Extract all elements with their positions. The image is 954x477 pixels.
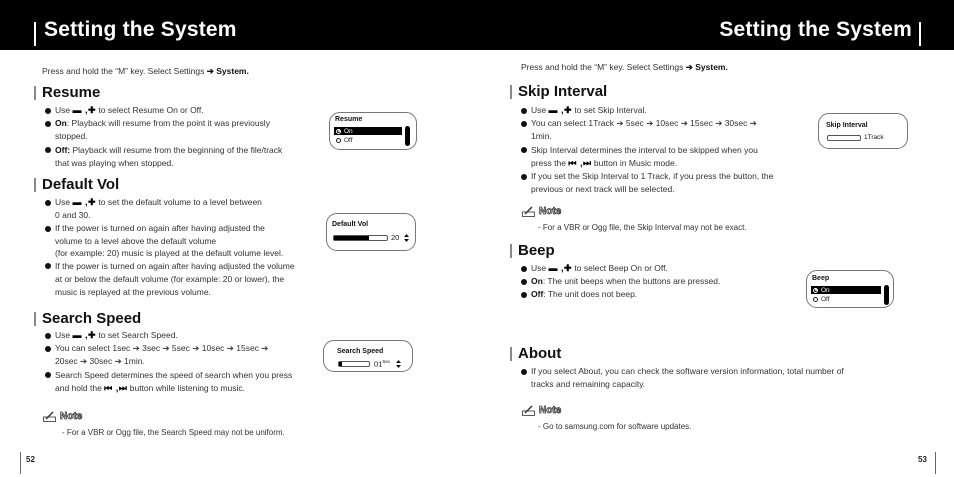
- skip-interval-slider: [827, 135, 861, 141]
- default-vol-screen: [326, 213, 416, 251]
- screen-scrollbar: [405, 126, 410, 146]
- pencil-note-icon: [522, 206, 535, 217]
- resume-screen: [329, 112, 417, 150]
- list-item: You can select 1Track ➔ 5sec ➔ 10sec ➔ 15sec ➔ 30sec ➔ 1min.: [520, 117, 810, 143]
- list-item: Search Speed determines the speed of search when you press and hold the ⏮ ,⏭ button while listening to music.: [44, 369, 334, 395]
- screen-title: Skip Interval: [826, 122, 868, 129]
- note-text: - Go to samsung.com for software updates.: [538, 422, 692, 431]
- search-speed-slider-fill: [339, 362, 342, 366]
- section-title-resume: Resume: [34, 84, 100, 101]
- section-title-about: About: [510, 345, 561, 362]
- list-item: You can select 1sec ➔ 3sec ➔ 5sec ➔ 10sec ➔ 15sec ➔ 20sec ➔ 30sec ➔ 1min.: [44, 342, 334, 368]
- page-number-left: 52: [26, 455, 35, 464]
- right-intro: Press and hold the “M” key. Select Settings ➔ System.: [521, 62, 728, 72]
- about-note: [522, 403, 691, 431]
- volume-slider: [333, 235, 388, 241]
- page-rule: [935, 452, 936, 474]
- up-down-arrow-icon: [404, 234, 409, 242]
- list-item: Skip Interval determines the interval to be skipped when you press the ⏮ ,⏭ button in Music mode.: [520, 144, 810, 170]
- section-title-beep: Beep: [510, 242, 555, 259]
- left-page-header: [0, 0, 477, 50]
- radio-selected-icon: [813, 288, 818, 293]
- screen-option-off: Off: [334, 136, 402, 144]
- search-speed-bullets: [44, 329, 334, 395]
- volume-slider-fill: [334, 236, 369, 240]
- minus-plus-keys-icon: ▬ ,✚: [72, 330, 97, 340]
- radio-icon: [813, 297, 818, 302]
- screen-scrollbar: [884, 285, 889, 305]
- list-item: Off: The unit does not beep.: [520, 288, 800, 301]
- left-intro: Press and hold the “M” key. Select Settings ➔ System.: [42, 66, 249, 76]
- minus-plus-keys-icon: ▬ ,✚: [548, 105, 573, 115]
- radio-icon: [336, 138, 341, 143]
- beep-screen: [806, 270, 894, 308]
- list-item: Use ▬ ,✚ to select Beep On or Off.: [520, 262, 800, 275]
- right-page-header: [477, 0, 954, 50]
- about-bullets: [520, 365, 900, 391]
- note-label: Note: [539, 404, 562, 416]
- header-accent-bar: [34, 22, 36, 46]
- header-accent-bar: [919, 22, 921, 46]
- prev-next-keys-icon: ⏮ ,⏭: [568, 157, 592, 168]
- list-item: If the power is turned on again after having adjusted the volume to a level above the default volume (for example: 20) music is played at the default volume level.: [44, 222, 334, 260]
- list-item: Use ▬ ,✚ to set Search Speed.: [44, 329, 334, 342]
- section-title-skip-interval: Skip Interval: [510, 83, 607, 100]
- default-vol-bullets: [44, 196, 334, 300]
- up-down-arrow-icon: [396, 360, 401, 368]
- list-item: On: Playback will resume from the point it was previously stopped.: [44, 117, 314, 143]
- list-item: Off: Playback will resume from the beginning of the file/track that was playing when stopped.: [44, 144, 314, 170]
- left-page-title: Setting the System: [44, 18, 237, 41]
- note-label: Note: [60, 410, 83, 422]
- screen-option-off: Off: [811, 295, 881, 303]
- volume-value: 20: [391, 233, 400, 242]
- search-speed-screen: [323, 340, 413, 372]
- screen-option-on: On: [811, 286, 881, 294]
- list-item: If you set the Skip Interval to 1 Track, if you press the button, the previous or next track will be selected.: [520, 170, 810, 196]
- search-speed-slider: [338, 361, 370, 367]
- screen-option-on: On: [334, 127, 402, 135]
- screen-title: Default Vol: [332, 221, 369, 228]
- list-item: On: The unit beeps when the buttons are pressed.: [520, 275, 800, 288]
- skip-interval-value: 1Track: [864, 134, 884, 141]
- pencil-note-icon: [43, 411, 56, 422]
- screen-title: Resume: [335, 116, 363, 123]
- list-item: Use ▬ ,✚ to set Skip Interval.: [520, 104, 810, 117]
- skip-interval-screen: [818, 113, 908, 149]
- minus-plus-keys-icon: ▬ ,✚: [72, 105, 97, 115]
- note-label: Note: [539, 205, 562, 217]
- section-title-search-speed: Search Speed: [34, 310, 141, 327]
- screen-title: Beep: [812, 275, 830, 282]
- page-rule: [20, 452, 21, 474]
- right-page-title: Setting the System: [719, 18, 912, 41]
- note-text: - For a VBR or Ogg file, the Skip Interval may not be exact.: [538, 223, 747, 232]
- minus-plus-keys-icon: ▬ ,✚: [72, 197, 97, 207]
- list-item: If you select About, you can check the software version information, total number of tracks and remaining capacity.: [520, 365, 900, 391]
- minus-plus-keys-icon: ▬ ,✚: [548, 263, 573, 273]
- skip-note: [522, 204, 747, 232]
- resume-bullets: [44, 104, 314, 170]
- note-text: - For a VBR or Ogg file, the Search Speed may not be uniform.: [62, 428, 285, 437]
- page-number-right: 53: [918, 455, 927, 464]
- pencil-note-icon: [522, 405, 535, 416]
- list-item: If the power is turned on again after having adjusted the volume at or below the default volume (for example: 20 or lower), the music is replayed at the previous volume.: [44, 260, 334, 300]
- screen-title: Search Speed: [337, 348, 384, 355]
- search-speed-value: $01^{Sec}$: [374, 359, 391, 369]
- list-item: Use ▬ ,✚ to set the default volume to a level between 0 and 30.: [44, 196, 334, 222]
- beep-bullets: [520, 262, 800, 302]
- radio-selected-icon: [336, 129, 341, 134]
- left-note: [43, 409, 285, 437]
- section-title-default-vol: Default Vol: [34, 176, 119, 193]
- prev-next-keys-icon: ⏮ ,⏭: [104, 382, 128, 393]
- list-item: Use ▬ ,✚ to select Resume On or Off.: [44, 104, 314, 117]
- skip-interval-bullets: [520, 104, 810, 196]
